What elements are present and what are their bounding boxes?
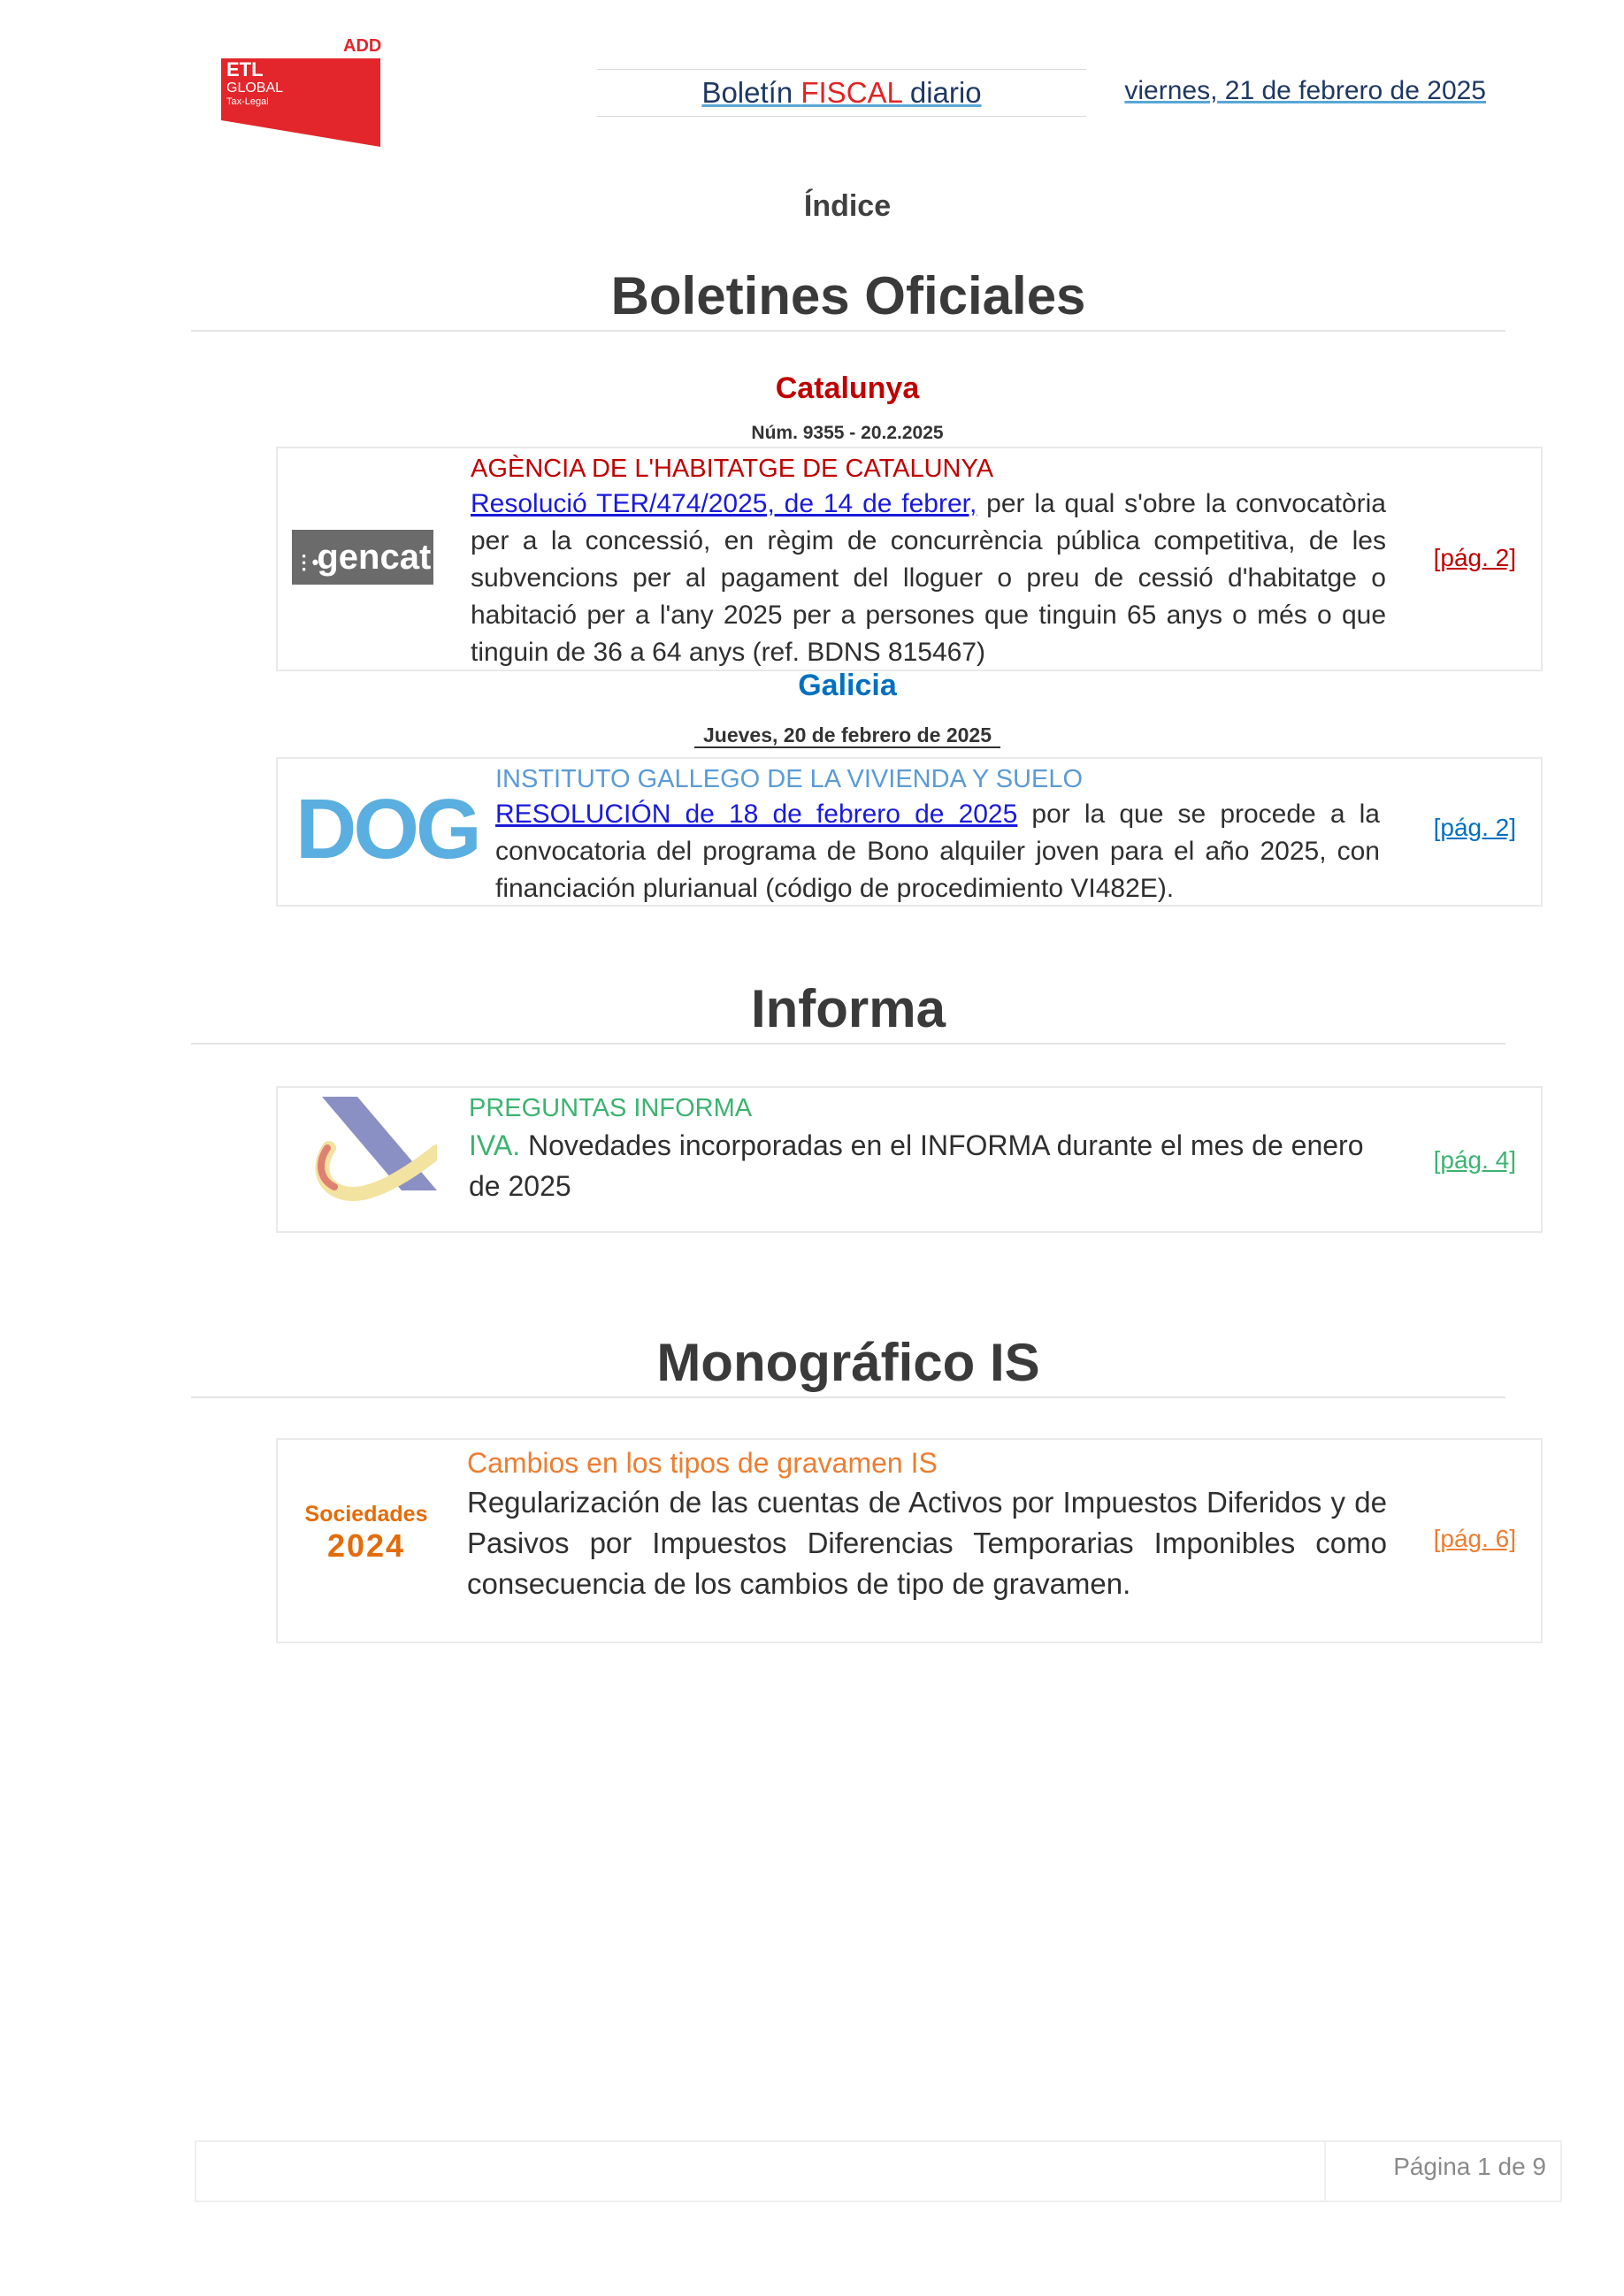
agencia-tributaria-logo (304, 1093, 437, 1226)
fiscal-word: FISCAL (801, 76, 902, 109)
informa-page-link[interactable]: [pág. 4] (1433, 1146, 1516, 1174)
section-title-informa: Informa (191, 978, 1505, 1045)
monografico-description: Regularización de las cuentas de Activos por Impuestos Diferidos y de Pasivos por Impuestos Diferencias Temporarias Imponibles como consecuencia de los cambios de tipo de gravamen. (467, 1486, 1387, 1600)
monografico-card (276, 1438, 1543, 1643)
galicia-entity: INSTITUTO GALLEGO DE LA VIVIENDA Y SUELO (495, 765, 1084, 793)
footer-divider (1324, 2142, 1326, 2200)
catalunya-page-link[interactable]: [pág. 2] (1433, 544, 1516, 571)
informa-tag: IVA. (469, 1129, 521, 1161)
dog-logo: DOG (295, 782, 479, 876)
gencat-logo: ⋮•gencat (292, 530, 433, 585)
galicia-card (276, 757, 1543, 907)
catalunya-entity: AGÈNCIA DE L'HABITATGE DE CATALUNYA (471, 455, 994, 483)
monografico-page-link[interactable]: [pág. 6] (1433, 1525, 1516, 1552)
etl-global-logo (221, 32, 389, 147)
bulletin-date: viernes, 21 de febrero de 2025 (1124, 76, 1486, 105)
monografico-heading: Cambios en los tipos de gravamen IS (467, 1447, 938, 1479)
catalunya-card (276, 447, 1543, 671)
section-title-boletines: Boletines Oficiales (191, 265, 1505, 332)
informa-category: PREGUNTAS INFORMA (469, 1094, 753, 1122)
informa-description: IVA. Novedades incorporadas en el INFORMA durante el mes de enero de 2025 (469, 1129, 1364, 1202)
svg-text:GLOBAL: GLOBAL (226, 80, 284, 96)
bulletin-title: Boletín FISCAL diario (597, 69, 1086, 117)
svg-text:ETL: ETL (226, 58, 264, 80)
informa-card (276, 1086, 1543, 1233)
page-number: Página 1 de 9 (1393, 2153, 1546, 2180)
svg-text:ADD: ADD (343, 36, 382, 56)
sociedades-2024-badge: Sociedades 2024 (304, 1502, 428, 1564)
catalunya-issue-date: Núm. 9355 - 20.2.2025 (751, 423, 944, 443)
svg-text:Tax-Legal: Tax-Legal (226, 96, 269, 107)
catalunya-resolution-link[interactable]: Resolució TER/474/2025, de 14 de febrer, (471, 489, 977, 518)
section-title-monografico: Monográfico IS (191, 1332, 1505, 1398)
region-catalunya: Catalunya (775, 371, 920, 405)
index-heading: Índice (803, 189, 892, 223)
galicia-page-link[interactable]: [pág. 2] (1433, 814, 1516, 841)
galicia-issue-date: Jueves, 20 de febrero de 2025 (0, 723, 1624, 747)
galicia-description: RESOLUCIÓN de 18 de febrero de 2025 por la que se procede a la convocatoria del programa de Bono alquiler joven para el año 2025, con financiación plurianual (código de procedimiento VI482E). (495, 800, 1380, 903)
galicia-resolution-link[interactable]: RESOLUCIÓN de 18 de febrero de 2025 (495, 800, 1018, 829)
page-footer (195, 2140, 1562, 2202)
catalunya-description: Resolució TER/474/2025, de 14 de febrer, per la qual s'obre la convocatòria per a la concessió, en règim de concurrència pública competitiva, de les subvencions per al pagament del lloguer o preu de cessió d'habitatge o habitació per a l'any 2025 per a persones que tinguin 65 anys o més o que tinguin de 36 a 64 anys (ref. BDNS 815467) (471, 489, 1386, 667)
region-galicia: Galicia (798, 669, 897, 702)
